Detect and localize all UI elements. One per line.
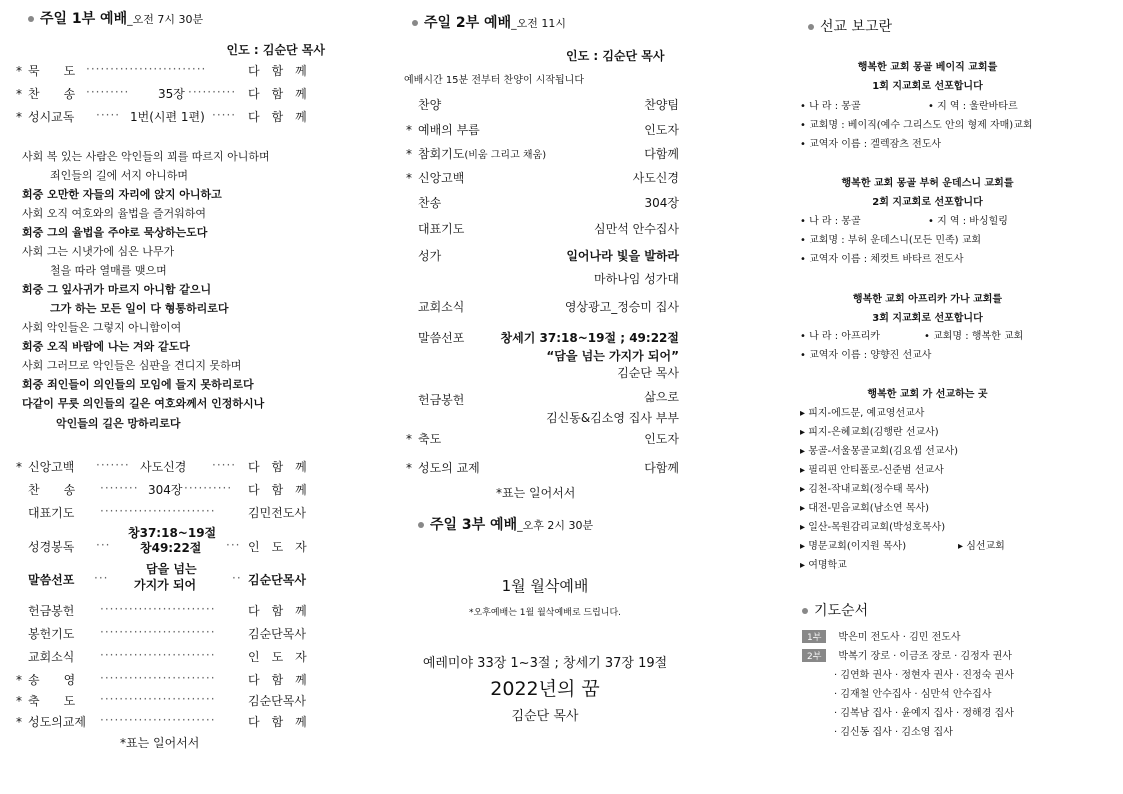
mission-place: ▸ 김천-작내교회(정수태 목사) xyxy=(800,484,930,495)
leader-dots: ··· xyxy=(96,538,111,552)
leader-dots: ························ xyxy=(100,504,216,518)
service1-heading xyxy=(28,8,203,28)
leader-dots: ··· xyxy=(94,571,109,585)
order-mid: 담을 넘는 xyxy=(146,562,197,576)
psalm-line: 철을 따라 열매를 맺으며 xyxy=(50,264,167,277)
stand-mark: * xyxy=(16,460,22,474)
order-label: 봉헌기도 xyxy=(28,627,75,641)
order-row xyxy=(16,504,306,521)
psalm-line: 회중 그 잎사귀가 마르지 아니함 같으니 xyxy=(22,283,212,296)
order-label: 말씀선포 xyxy=(28,573,75,587)
mission-detail: • 교역자 이름 : 양향진 선교사 xyxy=(800,350,932,361)
mission-detail: • 교회명 : 베이직(예수 그리스도 안의 형제 자매)교회 xyxy=(800,120,1033,131)
mission-church-title: 행복한 교회 아프리카 가나 교회를 xyxy=(852,294,1003,305)
prayer-title: 기도순서 xyxy=(814,603,869,619)
order-row xyxy=(16,562,306,602)
mission-place: ▸ 심선교회 xyxy=(958,541,1005,552)
service2-time: _오전 11시 xyxy=(511,17,566,30)
order-value: 일어나라 빛을 발하라 xyxy=(566,249,679,263)
order-label: 신앙고백 xyxy=(418,171,465,185)
order-label: 말씀선포 xyxy=(418,331,465,345)
bullet-icon xyxy=(418,522,424,528)
service3-heading xyxy=(418,514,593,534)
mission-place: ▸ 일산-목원감리교회(박성호목사) xyxy=(800,522,946,533)
service3-title: 주일 3부 예배 xyxy=(430,517,518,533)
mission-heading xyxy=(808,16,892,36)
order-row xyxy=(16,62,326,79)
order-label: 성가 xyxy=(418,249,442,263)
mission-place: ▸ 필리핀 안티폴로-신준범 선교사 xyxy=(800,465,944,476)
order-row xyxy=(16,458,307,475)
order-value: 마하나임 성가대 xyxy=(594,272,679,286)
order-row xyxy=(406,96,441,113)
order-value: 찬양팀 xyxy=(644,98,679,112)
mission-place: ▸ 명문교회(이지원 목사) xyxy=(800,541,907,552)
service3-name: 1월 월삭예배 xyxy=(501,577,589,595)
order-value: 다 함 께 xyxy=(248,673,307,687)
prayer-names: 박은미 전도사 · 김민 전도사 xyxy=(838,632,961,643)
stand-mark: * xyxy=(406,432,412,446)
order-row xyxy=(16,602,307,619)
order-value: 다 함 께 xyxy=(248,64,307,78)
order-label: 교회소식 xyxy=(28,650,75,664)
order-row xyxy=(406,194,441,211)
order-value: 김순단목사 xyxy=(248,573,306,587)
mission-church-sub: 2회 지교회로 선포합니다 xyxy=(872,197,983,208)
order-mid: 35장 xyxy=(158,87,185,101)
order-mid: 사도신경 xyxy=(140,460,187,474)
order-label: 대표기도 xyxy=(28,506,75,520)
order-row xyxy=(406,169,464,186)
order-label: 송 영 xyxy=(28,673,76,687)
order-value: 창세기 37:18~19절 ; 49:22절 xyxy=(500,331,679,345)
order-label: 참회기도 xyxy=(418,147,465,161)
order-value: 다함께 xyxy=(644,147,679,161)
prayer-names: · 김연화 권사 · 정현자 권사 · 진정숙 권사 xyxy=(834,670,1014,681)
stand-mark: * xyxy=(406,123,412,137)
psalm-line: 죄인들의 길에 서지 아니하며 xyxy=(50,169,189,182)
bullet-icon xyxy=(28,16,34,22)
stand-mark: * xyxy=(16,64,22,78)
service2-heading xyxy=(412,12,566,32)
order-row xyxy=(406,459,480,476)
stand-mark: * xyxy=(16,673,22,687)
order-value: 다 함 께 xyxy=(248,604,307,618)
order-row xyxy=(406,430,441,447)
service1-time: _오전 7시 30분 xyxy=(127,13,204,26)
order-label: 교회소식 xyxy=(418,300,465,314)
stand-note: *표는 일어서서 xyxy=(496,486,576,500)
psalm-line: 다같이 무릇 의인들의 길은 여호와께서 인정하시나 xyxy=(22,397,265,410)
psalm-line: 회중 오만한 자들의 자리에 앉지 아니하고 xyxy=(22,188,222,201)
leader-dots: ····· xyxy=(96,108,121,122)
order-label: 신앙고백 xyxy=(28,460,75,474)
leader-dots: ························· xyxy=(86,62,207,76)
order-label: 찬 송 xyxy=(28,483,76,497)
mission-detail: • 나 라 : 아프리카 xyxy=(800,331,880,342)
mission-place: ▸ 여명학교 xyxy=(800,560,847,571)
order-row xyxy=(16,671,307,688)
order-value: 304장 xyxy=(644,196,679,210)
order-value: 인 도 자 xyxy=(248,650,307,664)
order-row xyxy=(406,247,441,264)
order-value: 인도자 xyxy=(644,123,679,137)
order-value: 심만석 안수집사 xyxy=(594,222,679,236)
order-value: 다 함 께 xyxy=(248,715,307,729)
stand-mark: * xyxy=(406,461,412,475)
psalm-line: 회중 죄인들이 의인들의 모임에 들지 못하리로다 xyxy=(22,378,254,391)
order-label: 예배의 부름 xyxy=(418,123,480,137)
order-value: 사도신경 xyxy=(632,171,679,185)
order-row xyxy=(406,329,464,346)
order-value: 인 도 자 xyxy=(248,540,307,554)
leader-dots: ························ xyxy=(100,671,216,685)
order-value: “담을 넘는 가지가 되어” xyxy=(546,349,679,363)
psalm-line: 회중 오직 바람에 나는 겨와 같도다 xyxy=(22,340,190,353)
order-value: 영상광고_정승미 집사 xyxy=(564,300,679,314)
order-label: 성도의 교제 xyxy=(418,461,480,475)
order-mid: 창49:22절 xyxy=(140,541,202,555)
prayer-row-1 xyxy=(802,628,961,643)
order-row xyxy=(406,145,546,162)
service1-leader: 인도 : 김순단 목사 xyxy=(226,43,325,57)
psalm-line: 악인들의 길은 망하리로다 xyxy=(56,417,181,430)
mission-place: ▸ 몽골-서울몽골교회(김요셉 선교사) xyxy=(800,446,959,457)
service2-title: 주일 2부 예배 xyxy=(424,15,512,31)
stand-mark: * xyxy=(16,694,22,708)
order-label: 헌금봉헌 xyxy=(28,604,75,618)
order-label: 축도 xyxy=(418,432,442,446)
service-badge: 2부 xyxy=(802,649,826,662)
order-label: 찬송 xyxy=(418,196,442,210)
leader-dots: ·· xyxy=(232,571,242,585)
mission-detail: • 지 역 : 바싱힐링 xyxy=(928,216,1008,227)
order-row xyxy=(16,648,307,665)
psalm-line: 회중 그의 율법을 주야로 묵상하는도다 xyxy=(22,226,208,239)
service2-notice: 예배시간 15분 전부터 찬양이 시작됩니다 xyxy=(404,75,584,86)
psalm-line: 사회 그러므로 악인들은 심판을 견디지 못하며 xyxy=(22,359,242,372)
prayer-names: · 김재철 안수집사 · 심만석 안수집사 xyxy=(834,689,992,700)
leader-dots: ········· xyxy=(86,85,130,99)
order-value: 다함께 xyxy=(644,461,679,475)
order-value: 김순단목사 xyxy=(248,694,306,708)
order-value: 다 함 께 xyxy=(248,483,307,497)
mission-church-title: 행복한 교회 몽골 부허 운데스니 교회를 xyxy=(841,178,1014,189)
psalm-line: 그가 하는 모든 일이 다 형통하리로다 xyxy=(50,302,229,315)
prayer-heading xyxy=(802,600,868,620)
stand-mark: * xyxy=(16,87,22,101)
order-label: 성시교독 xyxy=(28,110,75,124)
order-row xyxy=(16,713,307,730)
order-row xyxy=(16,625,306,642)
order-row xyxy=(16,85,326,102)
order-label: 성도의교제 xyxy=(28,715,86,729)
order-value: 김순단목사 xyxy=(248,627,306,641)
mission-church-sub: 1회 지교회로 선포합니다 xyxy=(872,81,983,92)
order-row xyxy=(16,108,326,125)
prayer-names: · 김신동 집사 · 김소영 집사 xyxy=(834,727,953,738)
stand-mark: * xyxy=(406,147,412,161)
mission-places-title: 행복한 교회 가 선교하는 곳 xyxy=(867,389,988,400)
mission-detail: • 지 역 : 울란바타르 xyxy=(928,101,1018,112)
order-label: 묵 도 xyxy=(28,64,76,78)
mission-church-title: 행복한 교회 몽골 베이직 교회를 xyxy=(857,62,998,73)
leader-dots: ········ xyxy=(100,481,139,495)
mission-detail: • 교역자 이름 : 체컷트 바타르 전도사 xyxy=(800,254,964,265)
service3-scripture: 예레미야 33장 1~3절 ; 창세기 37장 19절 xyxy=(422,656,668,671)
service3-time: _오후 2시 30분 xyxy=(517,519,594,532)
service1-title: 주일 1부 예배 xyxy=(40,11,128,27)
order-value: 김순단 목사 xyxy=(617,366,679,380)
mission-place: ▸ 피지-에드문, 예교영선교사 xyxy=(800,408,925,419)
order-row xyxy=(406,391,464,408)
bullet-icon xyxy=(808,24,814,30)
order-note: (비움 그리고 채움) xyxy=(464,150,547,161)
order-row xyxy=(406,121,480,138)
mission-place: ▸ 대전-믿음교회(남소연 목사) xyxy=(800,503,930,514)
order-row xyxy=(406,220,464,237)
order-value: 삶으로 xyxy=(644,390,679,404)
bullet-icon xyxy=(412,20,418,26)
leader-dots: ·········· xyxy=(184,481,233,495)
order-row xyxy=(406,298,464,315)
leader-dots: ························ xyxy=(100,692,216,706)
prayer-names: · 김복남 집사 · 윤예지 집사 · 정해경 집사 xyxy=(834,708,1014,719)
prayer-names: 박복기 장로 · 이금조 장로 · 김정자 권사 xyxy=(838,651,1012,662)
service-badge: 1부 xyxy=(802,630,826,643)
order-value: 김민전도사 xyxy=(248,506,306,520)
order-mid: 1번(시편 1편) xyxy=(130,110,205,124)
leader-dots: ··· xyxy=(226,538,241,552)
prayer-row-2 xyxy=(802,647,1012,662)
order-value: 다 함 께 xyxy=(248,87,307,101)
stand-mark: * xyxy=(406,171,412,185)
order-value: 인도자 xyxy=(644,432,679,446)
service2-leader: 인도 : 김순단 목사 xyxy=(566,49,665,63)
order-value: 다 함 께 xyxy=(248,110,307,124)
order-row xyxy=(16,526,307,564)
mission-detail: • 나 라 : 몽골 xyxy=(800,216,861,227)
order-label: 축 도 xyxy=(28,694,76,708)
mission-place: ▸ 피지-은혜교회(김행란 선교사) xyxy=(800,427,939,438)
service3-preacher: 김순단 목사 xyxy=(511,709,579,724)
order-value: 김신동&김소영 집사 부부 xyxy=(546,411,679,425)
order-value: 다 함 께 xyxy=(248,460,307,474)
psalm-line: 사회 복 있는 사람은 악인들의 꾀를 따르지 아니하며 xyxy=(22,150,270,163)
psalm-line: 사회 악인들은 그렇지 아니함이여 xyxy=(22,321,182,334)
service3-sermon: 2022년의 꿈 xyxy=(490,678,600,700)
leader-dots: ····· xyxy=(212,108,237,122)
mission-church-sub: 3회 지교회로 선포합니다 xyxy=(872,313,983,324)
order-mid: 304장 xyxy=(148,483,183,497)
order-row xyxy=(16,481,307,498)
bullet-icon xyxy=(802,608,808,614)
leader-dots: ·········· xyxy=(188,85,237,99)
mission-detail: • 교역자 이름 : 겔렉잠츠 전도사 xyxy=(800,139,942,150)
service3-note: *오후예배는 1월 월삭예배로 드립니다. xyxy=(468,608,622,618)
leader-dots: ····· xyxy=(212,458,237,472)
order-label: 찬양 xyxy=(418,98,442,112)
order-row xyxy=(16,692,306,709)
stand-mark: * xyxy=(16,110,22,124)
leader-dots: ························ xyxy=(100,625,216,639)
mission-title: 선교 보고란 xyxy=(820,19,893,35)
psalm-line: 사회 오직 여호와의 율법을 즐거워하여 xyxy=(22,207,207,220)
stand-mark: * xyxy=(16,715,22,729)
leader-dots: ······· xyxy=(96,458,130,472)
stand-note: *표는 일어서서 xyxy=(120,736,200,750)
leader-dots: ························ xyxy=(100,648,216,662)
order-mid: 창37:18~19절 xyxy=(128,526,217,540)
order-label: 찬 송 xyxy=(28,87,76,101)
order-label: 대표기도 xyxy=(418,222,465,236)
mission-detail: • 교회명 : 행복한 교회 xyxy=(924,331,1024,342)
mission-detail: • 나 라 : 몽골 xyxy=(800,101,861,112)
order-mid: 가지가 되어 xyxy=(134,578,197,592)
leader-dots: ························ xyxy=(100,713,216,727)
leader-dots: ························ xyxy=(100,602,216,616)
mission-detail: • 교회명 : 부허 운데스니(모든 민족) 교회 xyxy=(800,235,982,246)
order-label: 성경봉독 xyxy=(28,540,75,554)
order-label: 헌금봉헌 xyxy=(418,393,465,407)
psalm-line: 사회 그는 시냇가에 심은 나무가 xyxy=(22,245,175,258)
